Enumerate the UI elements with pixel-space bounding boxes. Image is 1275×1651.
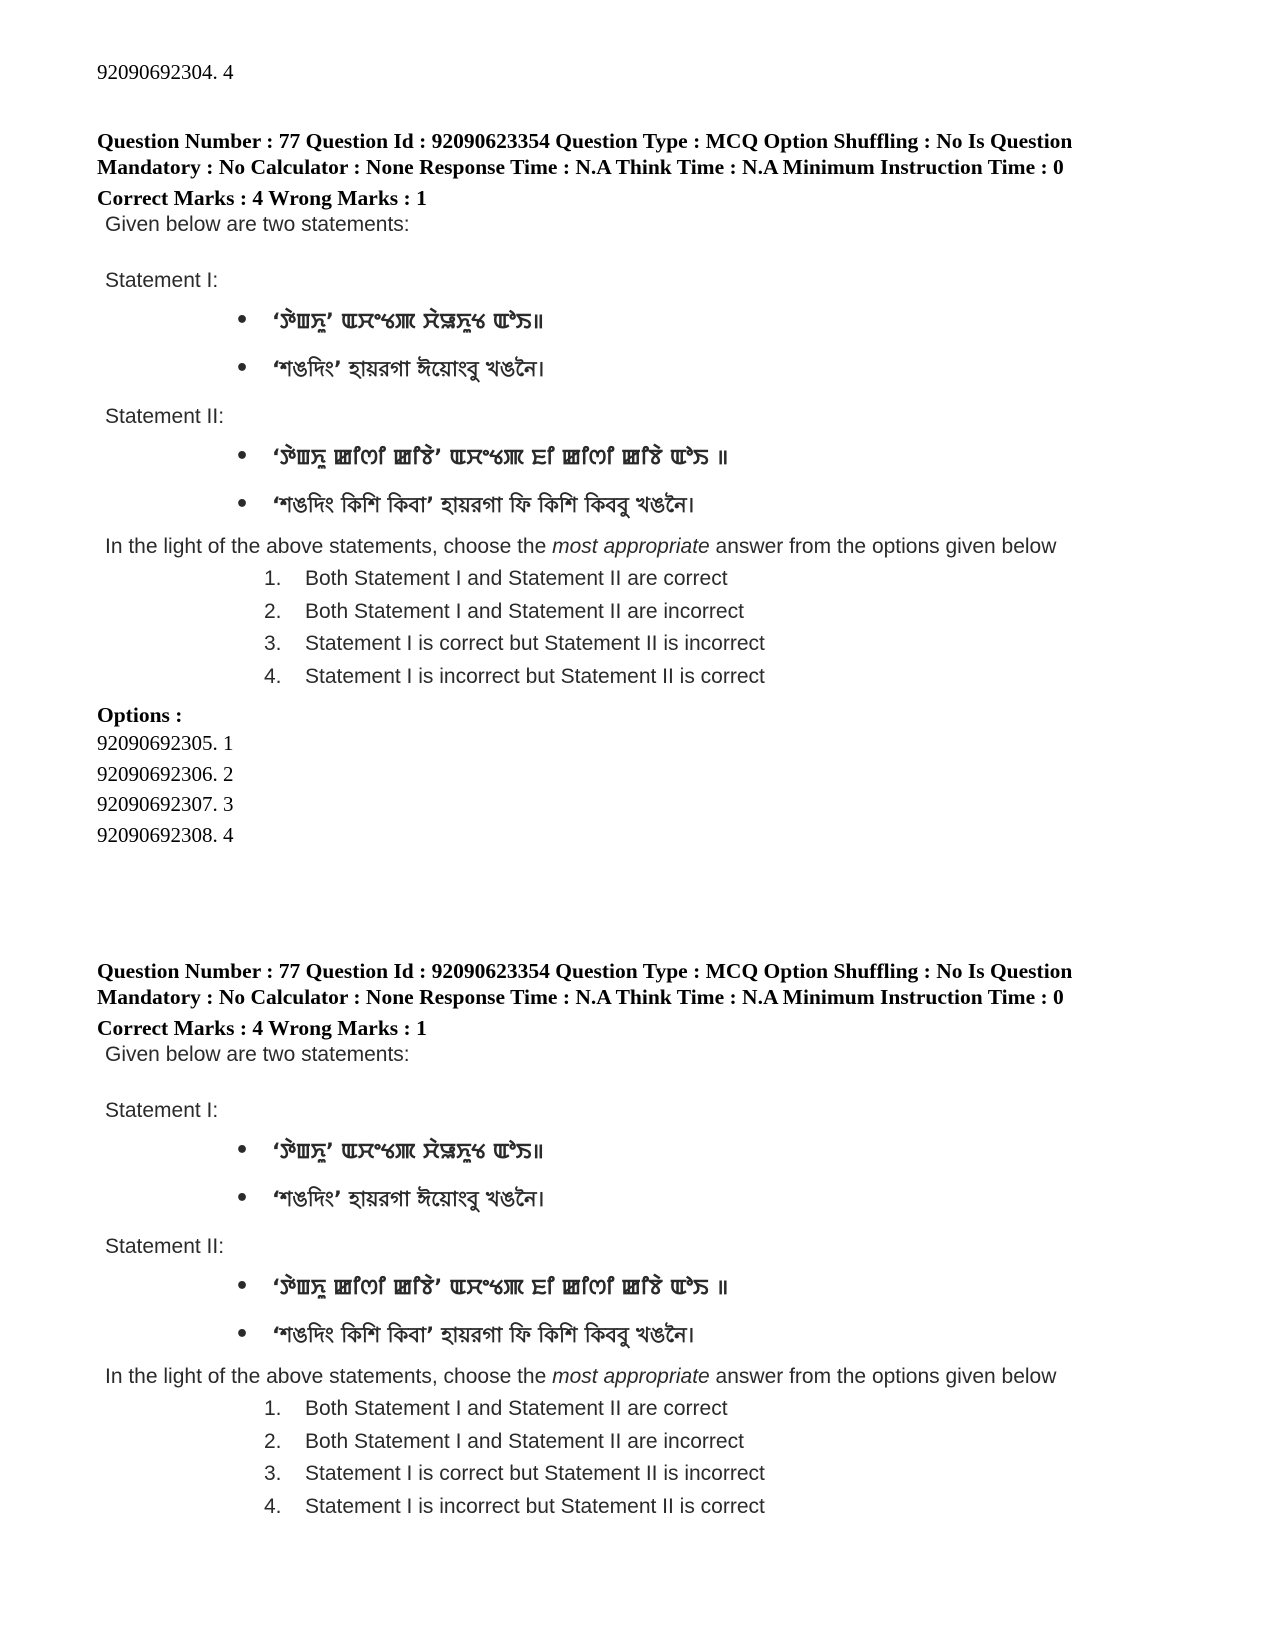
statement-1-item-meitei: • ‘ꯇꯥꯡꯈꯨ’ ꯑꯆꯦꯠꯄ ꯆꯥꯎꯈꯨꯠ ꯑꯣꯏ॥ — [235, 297, 1217, 345]
question-block-1 — [97, 128, 1217, 850]
statement-2-item-meitei: • ‘ꯇꯥꯡꯈꯨ ꯀꯤꯁꯤ ꯀꯤꯕꯥ’ ꯑꯆꯦꯠꯄ ꯐꯤ ꯀꯤꯁꯤ ꯀꯤꯕꯥ ꯑꯣꯏ ॥ — [235, 433, 1217, 481]
option-id-line: 92090692308. 4 — [97, 822, 234, 847]
question-instruction — [105, 535, 1217, 559]
statement-2-label: Statement II: — [105, 405, 225, 428]
statement-1-list — [235, 297, 1217, 393]
question-body — [97, 213, 1217, 693]
answer-choice — [264, 1491, 1217, 1524]
answer-choices — [264, 1393, 1217, 1523]
question-body — [97, 1043, 1217, 1523]
question-meta-line-1: Question Number : 77 Question Id : 92090623354 Question Type : MCQ Option Shuffling : No Is Question — [97, 129, 1073, 153]
instruction-text-start: In the light of the above statements, choose the — [105, 535, 553, 558]
marks-line: Correct Marks : 4 Wrong Marks : 1 — [97, 186, 427, 210]
question-header — [97, 128, 1217, 211]
marks-line: Correct Marks : 4 Wrong Marks : 1 — [97, 1016, 427, 1040]
statement-2-item-bengali: • ‘শঙদিং কিশি কিবা’ হায়রগা ফি কিশি কিববু খঙনৈ। — [235, 481, 1217, 529]
question-block-2 — [97, 958, 1217, 1523]
choice-number: 2. — [264, 599, 282, 623]
statement-1-item-bengali: • ‘শঙদিং’ হায়রগা ঈয়োংবু খঙনৈ। — [235, 345, 1217, 393]
options-list — [97, 728, 1217, 850]
option-id-line: 92090692306. 2 — [97, 761, 234, 786]
statement-1-item-meitei: • ‘ꯇꯥꯡꯈꯨ’ ꯑꯆꯦꯠꯄ ꯆꯥꯎꯈꯨꯠ ꯑꯣꯏ॥ — [235, 1127, 1217, 1175]
instruction-text-end: answer from the options given below — [709, 1365, 1057, 1388]
instruction-emphasis: most appropriate — [552, 535, 710, 558]
choice-text: Statement I is correct but Statement II is incorrect — [305, 1462, 765, 1485]
answer-choices — [264, 563, 1217, 693]
choice-text: Both Statement I and Statement II are correct — [305, 567, 728, 590]
choice-text: Both Statement I and Statement II are correct — [305, 1397, 728, 1420]
question-meta-line-1: Question Number : 77 Question Id : 92090623354 Question Type : MCQ Option Shuffling : No Is Question — [97, 959, 1073, 983]
choice-text: Both Statement I and Statement II are incorrect — [305, 599, 744, 623]
question-intro: Given below are two statements: — [105, 213, 410, 236]
question-instruction — [105, 1365, 1217, 1389]
choice-text: Statement I is incorrect but Statement II is correct — [305, 1494, 765, 1518]
choice-number: 4. — [264, 664, 282, 688]
question-meta-line-2: Mandatory : No Calculator : None Response Time : N.A Think Time : N.A Minimum Instruction Time : 0 — [97, 985, 1064, 1009]
option-id-line: 92090692307. 3 — [97, 792, 234, 816]
answer-choice — [264, 1458, 1217, 1491]
statement-2-item-bengali: • ‘শঙদিং কিশি কিবা’ হায়রগা ফি কিশি কিববু খঙনৈ। — [235, 1311, 1217, 1359]
question-intro: Given below are two statements: — [105, 1043, 410, 1066]
previous-option-line: 92090692304. 4 — [97, 60, 234, 84]
statement-1-list — [235, 1127, 1217, 1223]
instruction-text-start: In the light of the above statements, choose the — [105, 1365, 553, 1388]
instruction-emphasis: most appropriate — [552, 1365, 710, 1388]
answer-choice — [264, 1426, 1217, 1459]
answer-choice — [264, 563, 1217, 596]
choice-number: 2. — [264, 1429, 282, 1453]
instruction-text-end: answer from the options given below — [709, 535, 1057, 558]
answer-choice — [264, 628, 1217, 661]
statement-1-label: Statement I: — [105, 1099, 219, 1122]
choice-number: 1. — [264, 567, 282, 590]
options-title: Options : — [97, 703, 183, 727]
choice-number: 3. — [264, 1462, 282, 1485]
option-id-line: 92090692305. 1 — [97, 731, 234, 755]
statement-2-label: Statement II: — [105, 1235, 225, 1258]
answer-choice — [264, 661, 1217, 694]
statement-2-list — [235, 433, 1217, 529]
choice-text: Both Statement I and Statement II are incorrect — [305, 1429, 744, 1453]
answer-choice — [264, 1393, 1217, 1426]
statement-2-list — [235, 1263, 1217, 1359]
question-meta-line-2: Mandatory : No Calculator : None Response Time : N.A Think Time : N.A Minimum Instruction Time : 0 — [97, 155, 1064, 179]
choice-number: 3. — [264, 632, 282, 655]
answer-choice — [264, 596, 1217, 629]
statement-1-item-bengali: • ‘শঙদিং’ হায়রগা ঈয়োংবু খঙনৈ। — [235, 1175, 1217, 1223]
choice-text: Statement I is correct but Statement II is incorrect — [305, 632, 765, 655]
statement-1-label: Statement I: — [105, 269, 219, 292]
choice-text: Statement I is incorrect but Statement II is correct — [305, 664, 765, 688]
choice-number: 4. — [264, 1494, 282, 1518]
statement-2-item-meitei: • ‘ꯇꯥꯡꯈꯨ ꯀꯤꯁꯤ ꯀꯤꯕꯥ’ ꯑꯆꯦꯠꯄ ꯐꯤ ꯀꯤꯁꯤ ꯀꯤꯕꯥ ꯑꯣꯏ ॥ — [235, 1263, 1217, 1311]
choice-number: 1. — [264, 1397, 282, 1420]
question-header — [97, 958, 1217, 1041]
